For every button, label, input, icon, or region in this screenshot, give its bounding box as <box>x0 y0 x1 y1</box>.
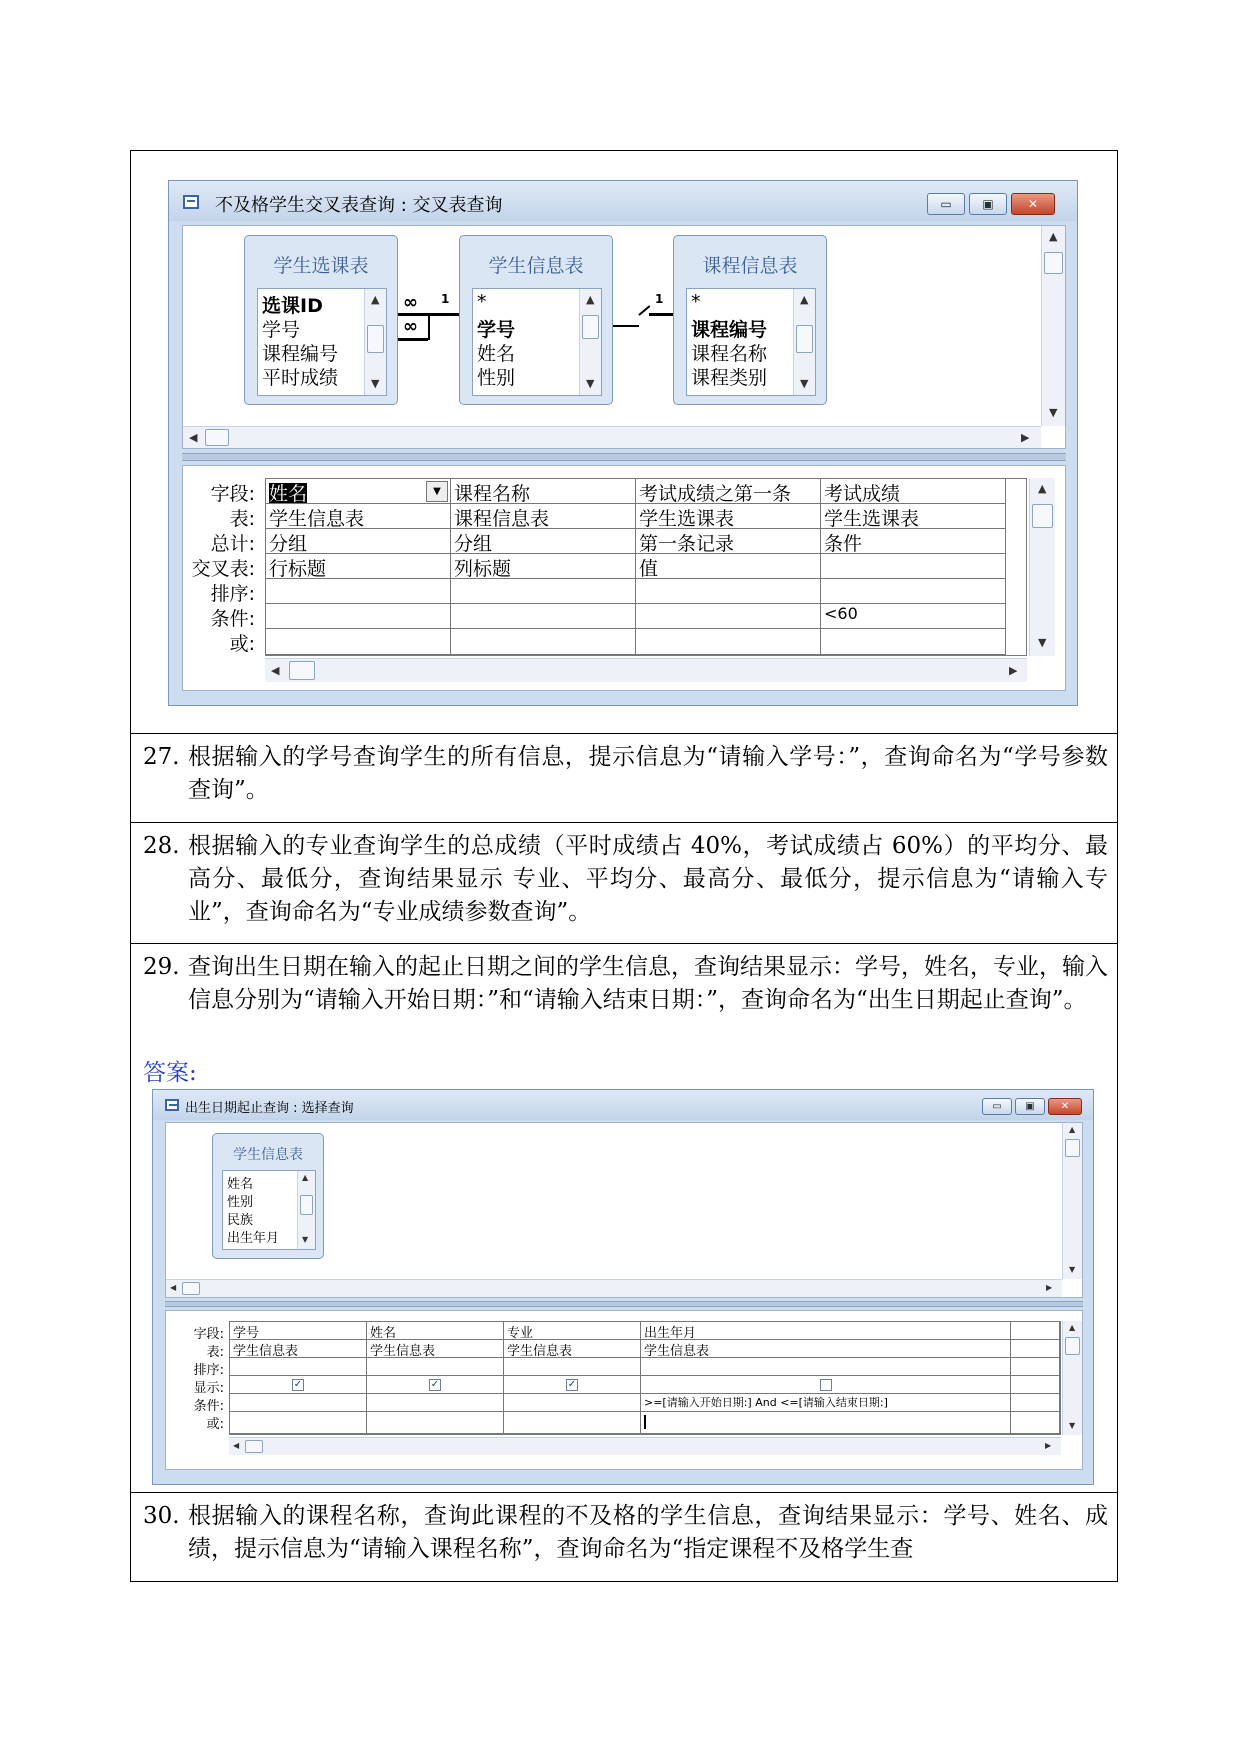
row-label-field: 字段: <box>193 1327 224 1342</box>
grid-cell-sort[interactable] <box>821 579 1006 604</box>
query-grid <box>265 478 1027 656</box>
field-list <box>257 288 387 396</box>
field-list <box>686 288 816 396</box>
pane-horizontal-scrollbar[interactable] <box>166 1279 1062 1297</box>
table-box-xuesheng[interactable] <box>459 235 613 405</box>
scroll-down-icon[interactable]: ▼ <box>1069 1421 1076 1430</box>
grid-cell-sort[interactable] <box>641 1358 1011 1376</box>
scroll-left-icon[interactable]: ◀ <box>170 1283 177 1292</box>
scroll-thumb[interactable] <box>1065 1337 1080 1355</box>
field-item[interactable]: 课程名称 <box>691 343 768 365</box>
question-number: 29. <box>143 954 180 980</box>
show-checkbox[interactable] <box>820 1379 832 1391</box>
scroll-left-icon[interactable]: ◀ <box>189 431 198 444</box>
grid-cell-table[interactable] <box>1011 1340 1060 1358</box>
grid-cell-table[interactable]: 学生信息表 <box>504 1340 641 1358</box>
grid-cell-field[interactable] <box>1011 1322 1060 1340</box>
grid-cell-total[interactable]: 条件 <box>821 529 1006 554</box>
scroll-up-icon[interactable]: ▲ <box>1069 1125 1076 1134</box>
row-label-criteria: 条件: <box>193 1399 224 1414</box>
pane-splitter[interactable] <box>165 1301 1083 1307</box>
scroll-down-icon[interactable]: ▼ <box>1069 1265 1076 1274</box>
grid-cell-criteria[interactable] <box>451 604 636 629</box>
field-item[interactable]: 选课ID <box>262 295 323 317</box>
scroll-thumb[interactable] <box>582 315 599 339</box>
grid-cell-show <box>504 1376 641 1394</box>
many-symbol: ∞ <box>403 292 418 313</box>
scroll-up-icon[interactable]: ▲ <box>1038 482 1047 495</box>
field-item[interactable]: 出生年月 <box>227 1231 280 1246</box>
grid-cell-sort[interactable] <box>504 1358 641 1376</box>
select-query-window <box>152 1089 1094 1485</box>
one-symbol: 1 <box>655 292 664 306</box>
scroll-left-icon[interactable]: ◀ <box>271 664 280 677</box>
question-text: 根据输入的学号查询学生的所有信息，提示信息为“请输入学号：”，查询命名为“学号参数查询”。 <box>188 744 1108 803</box>
restore-button[interactable]: ▣ <box>1015 1098 1045 1115</box>
grid-cell-field[interactable]: 课程名称 <box>451 479 636 504</box>
grid-cell-sort[interactable] <box>636 579 821 604</box>
close-button[interactable]: ✕ <box>1048 1098 1082 1115</box>
grid-cell-or[interactable] <box>504 1412 641 1434</box>
field-item[interactable]: 平时成绩 <box>262 367 339 389</box>
text-cursor <box>644 1415 646 1429</box>
scroll-thumb[interactable] <box>300 1195 313 1215</box>
restore-button[interactable]: ▣ <box>969 193 1007 215</box>
grid-cell-field[interactable]: 专业 <box>504 1322 641 1340</box>
table-pane <box>182 225 1066 449</box>
window-title: 不及格学生交叉表查询 : 交叉表查询 <box>215 195 503 216</box>
grid-cell-show <box>230 1376 367 1394</box>
grid-cell-field[interactable]: 出生年月 <box>641 1322 1011 1340</box>
grid-cell-or[interactable] <box>451 629 636 655</box>
table-box-kecheng[interactable] <box>673 235 827 405</box>
crosstab-query-window <box>168 180 1078 706</box>
grid-cell-table[interactable]: 学生选课表 <box>821 504 1006 529</box>
grid-cell-field[interactable]: 学号 <box>230 1322 367 1340</box>
one-symbol: 1 <box>441 292 450 306</box>
minimize-button[interactable]: ▭ <box>927 193 965 215</box>
row-label-field: 字段: <box>210 483 255 505</box>
scroll-thumb[interactable] <box>796 325 813 353</box>
field-item[interactable]: 性别 <box>227 1195 254 1210</box>
row-label-show: 显示: <box>193 1381 224 1396</box>
grid-vertical-scrollbar[interactable] <box>1029 478 1055 656</box>
grid-cell-criteria[interactable] <box>367 1394 504 1412</box>
scroll-right-icon[interactable]: ▶ <box>1045 1441 1052 1450</box>
scroll-down-icon[interactable]: ▼ <box>800 377 809 390</box>
scroll-up-icon[interactable]: ▲ <box>1069 1323 1076 1332</box>
table-box-title: 学生选课表 <box>273 255 369 277</box>
table-box-xuanke[interactable] <box>244 235 398 405</box>
row-label-sort: 排序: <box>210 583 255 605</box>
row-label-or: 或: <box>206 1417 224 1432</box>
scroll-thumb[interactable] <box>182 1282 200 1295</box>
grid-cell-total[interactable]: 第一条记录 <box>636 529 821 554</box>
row-label-or: 或: <box>229 633 255 655</box>
field-list <box>222 1170 316 1250</box>
grid-cell-field[interactable]: 姓名 <box>367 1322 504 1340</box>
grid-cell-show <box>367 1376 504 1394</box>
grid-cell-table[interactable]: 课程信息表 <box>451 504 636 529</box>
scroll-thumb[interactable] <box>1044 252 1063 274</box>
scroll-down-icon[interactable]: ▼ <box>302 1235 309 1244</box>
grid-cell-field[interactable]: 考试成绩 <box>821 479 1006 504</box>
question-text: 根据输入的课程名称，查询此课程的不及格的学生信息，查询结果显示：学号、姓名、成绩，提示信息为“请输入课程名称”，查询命名为“指定课程不及格学生查 <box>188 1503 1108 1562</box>
row-label-table: 表: <box>229 508 255 530</box>
grid-vertical-scrollbar[interactable] <box>1062 1321 1082 1435</box>
table-box-title: 学生信息表 <box>233 1147 303 1163</box>
grid-cell-crosstab[interactable]: 行标题 <box>266 554 451 579</box>
question-text: 查询出生日期在输入的起止日期之间的学生信息，查询结果显示：学号，姓名，专业，输入信息分别为“请输入开始日期：”和“请输入结束日期：”，查询命名为“出生日期起止查询”。 <box>188 954 1108 1013</box>
scroll-down-icon[interactable]: ▼ <box>1038 636 1047 649</box>
scroll-left-icon[interactable]: ◀ <box>233 1441 240 1450</box>
field-item[interactable]: 学号 <box>477 319 516 341</box>
row-label-table: 表: <box>206 1345 224 1360</box>
grid-cell-sort[interactable] <box>230 1358 367 1376</box>
window-titlebar[interactable] <box>153 1090 1093 1120</box>
answer-label: 答案: <box>143 1060 197 1086</box>
scroll-down-icon[interactable]: ▼ <box>586 377 595 390</box>
grid-cell-criteria[interactable] <box>230 1394 367 1412</box>
scroll-right-icon[interactable]: ▶ <box>1046 1283 1053 1292</box>
grid-cell-or[interactable] <box>636 629 821 655</box>
scroll-thumb[interactable] <box>1032 504 1053 528</box>
pane-vertical-scrollbar[interactable] <box>1062 1123 1082 1279</box>
show-checkbox[interactable]: ✓ <box>293 1379 303 1390</box>
grid-cell-sort[interactable] <box>266 579 451 604</box>
scroll-right-icon[interactable]: ▶ <box>1021 431 1030 444</box>
field-item[interactable]: * <box>691 291 701 313</box>
window-title: 出生日期起止查询 : 选择查询 <box>185 1101 354 1116</box>
question-text: 根据输入的专业查询学生的总成绩（平时成绩占 40%，考试成绩占 60%）的平均分、最高分、最低分，查询结果显示 专业、平均分、最高分、最低分，提示信息为“请输入专业”，查询命名为“专业成绩参数查询”。 <box>188 833 1108 925</box>
scroll-thumb[interactable] <box>1065 1139 1080 1157</box>
scroll-right-icon[interactable]: ▶ <box>1009 664 1018 677</box>
many-symbol: ∞ <box>403 316 418 337</box>
row-label-criteria: 条件: <box>210 608 255 630</box>
design-grid-pane <box>182 465 1066 691</box>
question-number: 28. <box>143 833 180 859</box>
field-list-scrollbar[interactable] <box>297 1171 315 1249</box>
field-item[interactable]: 课程编号 <box>691 319 768 341</box>
grid-cell-criteria[interactable]: >=[请输入开始日期:] And <=[请输入结束日期:] <box>641 1394 1011 1412</box>
scroll-thumb[interactable] <box>205 429 229 446</box>
scroll-up-icon[interactable]: ▲ <box>371 293 380 306</box>
grid-cell-or[interactable] <box>230 1412 367 1434</box>
field-item[interactable]: 性别 <box>477 367 516 389</box>
question-number: 27. <box>143 744 180 770</box>
show-checkbox[interactable]: ✓ <box>567 1379 577 1390</box>
grid-horizontal-scrollbar[interactable] <box>265 658 1027 682</box>
field-item[interactable]: 学号 <box>262 319 301 341</box>
grid-cell-or[interactable] <box>266 629 451 655</box>
field-list-scrollbar[interactable] <box>579 289 601 395</box>
scroll-up-icon[interactable]: ▲ <box>1049 230 1058 243</box>
field-item[interactable]: 姓名 <box>477 343 516 365</box>
grid-cell-or[interactable] <box>821 629 1006 655</box>
query-icon <box>165 1099 179 1111</box>
table-pane <box>165 1122 1083 1298</box>
grid-cell-or[interactable] <box>367 1412 504 1434</box>
grid-cell-sort[interactable] <box>451 579 636 604</box>
field-item[interactable]: * <box>477 291 487 313</box>
grid-cell-criteria[interactable] <box>1011 1394 1060 1412</box>
grid-cell-show[interactable] <box>1011 1376 1060 1394</box>
grid-cell-table[interactable]: 学生信息表 <box>641 1340 1011 1358</box>
question-number: 30. <box>143 1503 180 1529</box>
grid-cell-criteria[interactable]: <60 <box>821 604 1006 629</box>
grid-cell-crosstab[interactable] <box>821 554 1006 579</box>
scroll-up-icon[interactable]: ▲ <box>586 293 595 306</box>
grid-cell-crosstab[interactable]: 列标题 <box>451 554 636 579</box>
table-box-title: 课程信息表 <box>702 255 798 277</box>
scroll-thumb[interactable] <box>245 1440 263 1453</box>
show-checkbox[interactable]: ✓ <box>430 1379 440 1390</box>
dropdown-arrow-icon[interactable]: ▼ <box>426 481 448 502</box>
grid-cell-total[interactable]: 分组 <box>266 529 451 554</box>
scroll-down-icon[interactable]: ▼ <box>1049 406 1058 419</box>
grid-cell-criteria[interactable] <box>636 604 821 629</box>
query-grid <box>229 1321 1061 1435</box>
row-label-sort: 排序: <box>193 1363 224 1378</box>
table-box-xuesheng[interactable] <box>212 1133 324 1259</box>
close-button[interactable]: ✕ <box>1011 193 1055 215</box>
table-box-title: 学生信息表 <box>488 255 584 277</box>
field-item[interactable]: 课程编号 <box>262 343 339 365</box>
grid-cell-table[interactable]: 学生信息表 <box>266 504 451 529</box>
grid-cell-field[interactable]: 考试成绩之第一条 <box>636 479 821 504</box>
field-list-scrollbar[interactable] <box>793 289 815 395</box>
grid-horizontal-scrollbar[interactable] <box>229 1437 1061 1455</box>
grid-cell-crosstab[interactable]: 值 <box>636 554 821 579</box>
design-grid-pane <box>165 1310 1083 1470</box>
grid-cell-sort[interactable] <box>1011 1358 1060 1376</box>
grid-cell-or[interactable] <box>1011 1412 1060 1434</box>
field-list-scrollbar[interactable] <box>364 289 386 395</box>
row-label-total: 总计: <box>210 533 255 555</box>
field-item[interactable]: 姓名 <box>227 1177 254 1192</box>
minimize-button[interactable]: ▭ <box>982 1098 1012 1115</box>
grid-cell-field[interactable] <box>266 479 451 504</box>
scroll-thumb[interactable] <box>367 325 384 353</box>
grid-cell-sort[interactable] <box>367 1358 504 1376</box>
pane-horizontal-scrollbar[interactable] <box>183 426 1041 448</box>
scroll-up-icon[interactable]: ▲ <box>800 293 809 306</box>
row-label-crosstab: 交叉表: <box>191 558 255 580</box>
grid-cell-show <box>641 1376 1011 1394</box>
grid-cell-table[interactable]: 学生信息表 <box>367 1340 504 1358</box>
field-item[interactable]: 课程类别 <box>691 367 768 389</box>
grid-cell-total[interactable]: 分组 <box>451 529 636 554</box>
scroll-thumb[interactable] <box>289 661 315 680</box>
pane-splitter[interactable] <box>182 453 1066 461</box>
grid-cell-criteria[interactable] <box>266 604 451 629</box>
field-list <box>472 288 602 396</box>
window-titlebar[interactable] <box>169 181 1077 221</box>
scroll-down-icon[interactable]: ▼ <box>371 377 380 390</box>
grid-cell-or[interactable] <box>641 1412 1011 1434</box>
query-icon <box>183 195 199 209</box>
grid-cell-criteria[interactable] <box>504 1394 641 1412</box>
field-item[interactable]: 民族 <box>227 1213 254 1228</box>
scroll-up-icon[interactable]: ▲ <box>302 1173 309 1182</box>
grid-cell-table[interactable]: 学生信息表 <box>230 1340 367 1358</box>
field-value: 姓名 <box>269 483 308 504</box>
pane-vertical-scrollbar[interactable] <box>1041 226 1065 426</box>
grid-cell-table[interactable]: 学生选课表 <box>636 504 821 529</box>
